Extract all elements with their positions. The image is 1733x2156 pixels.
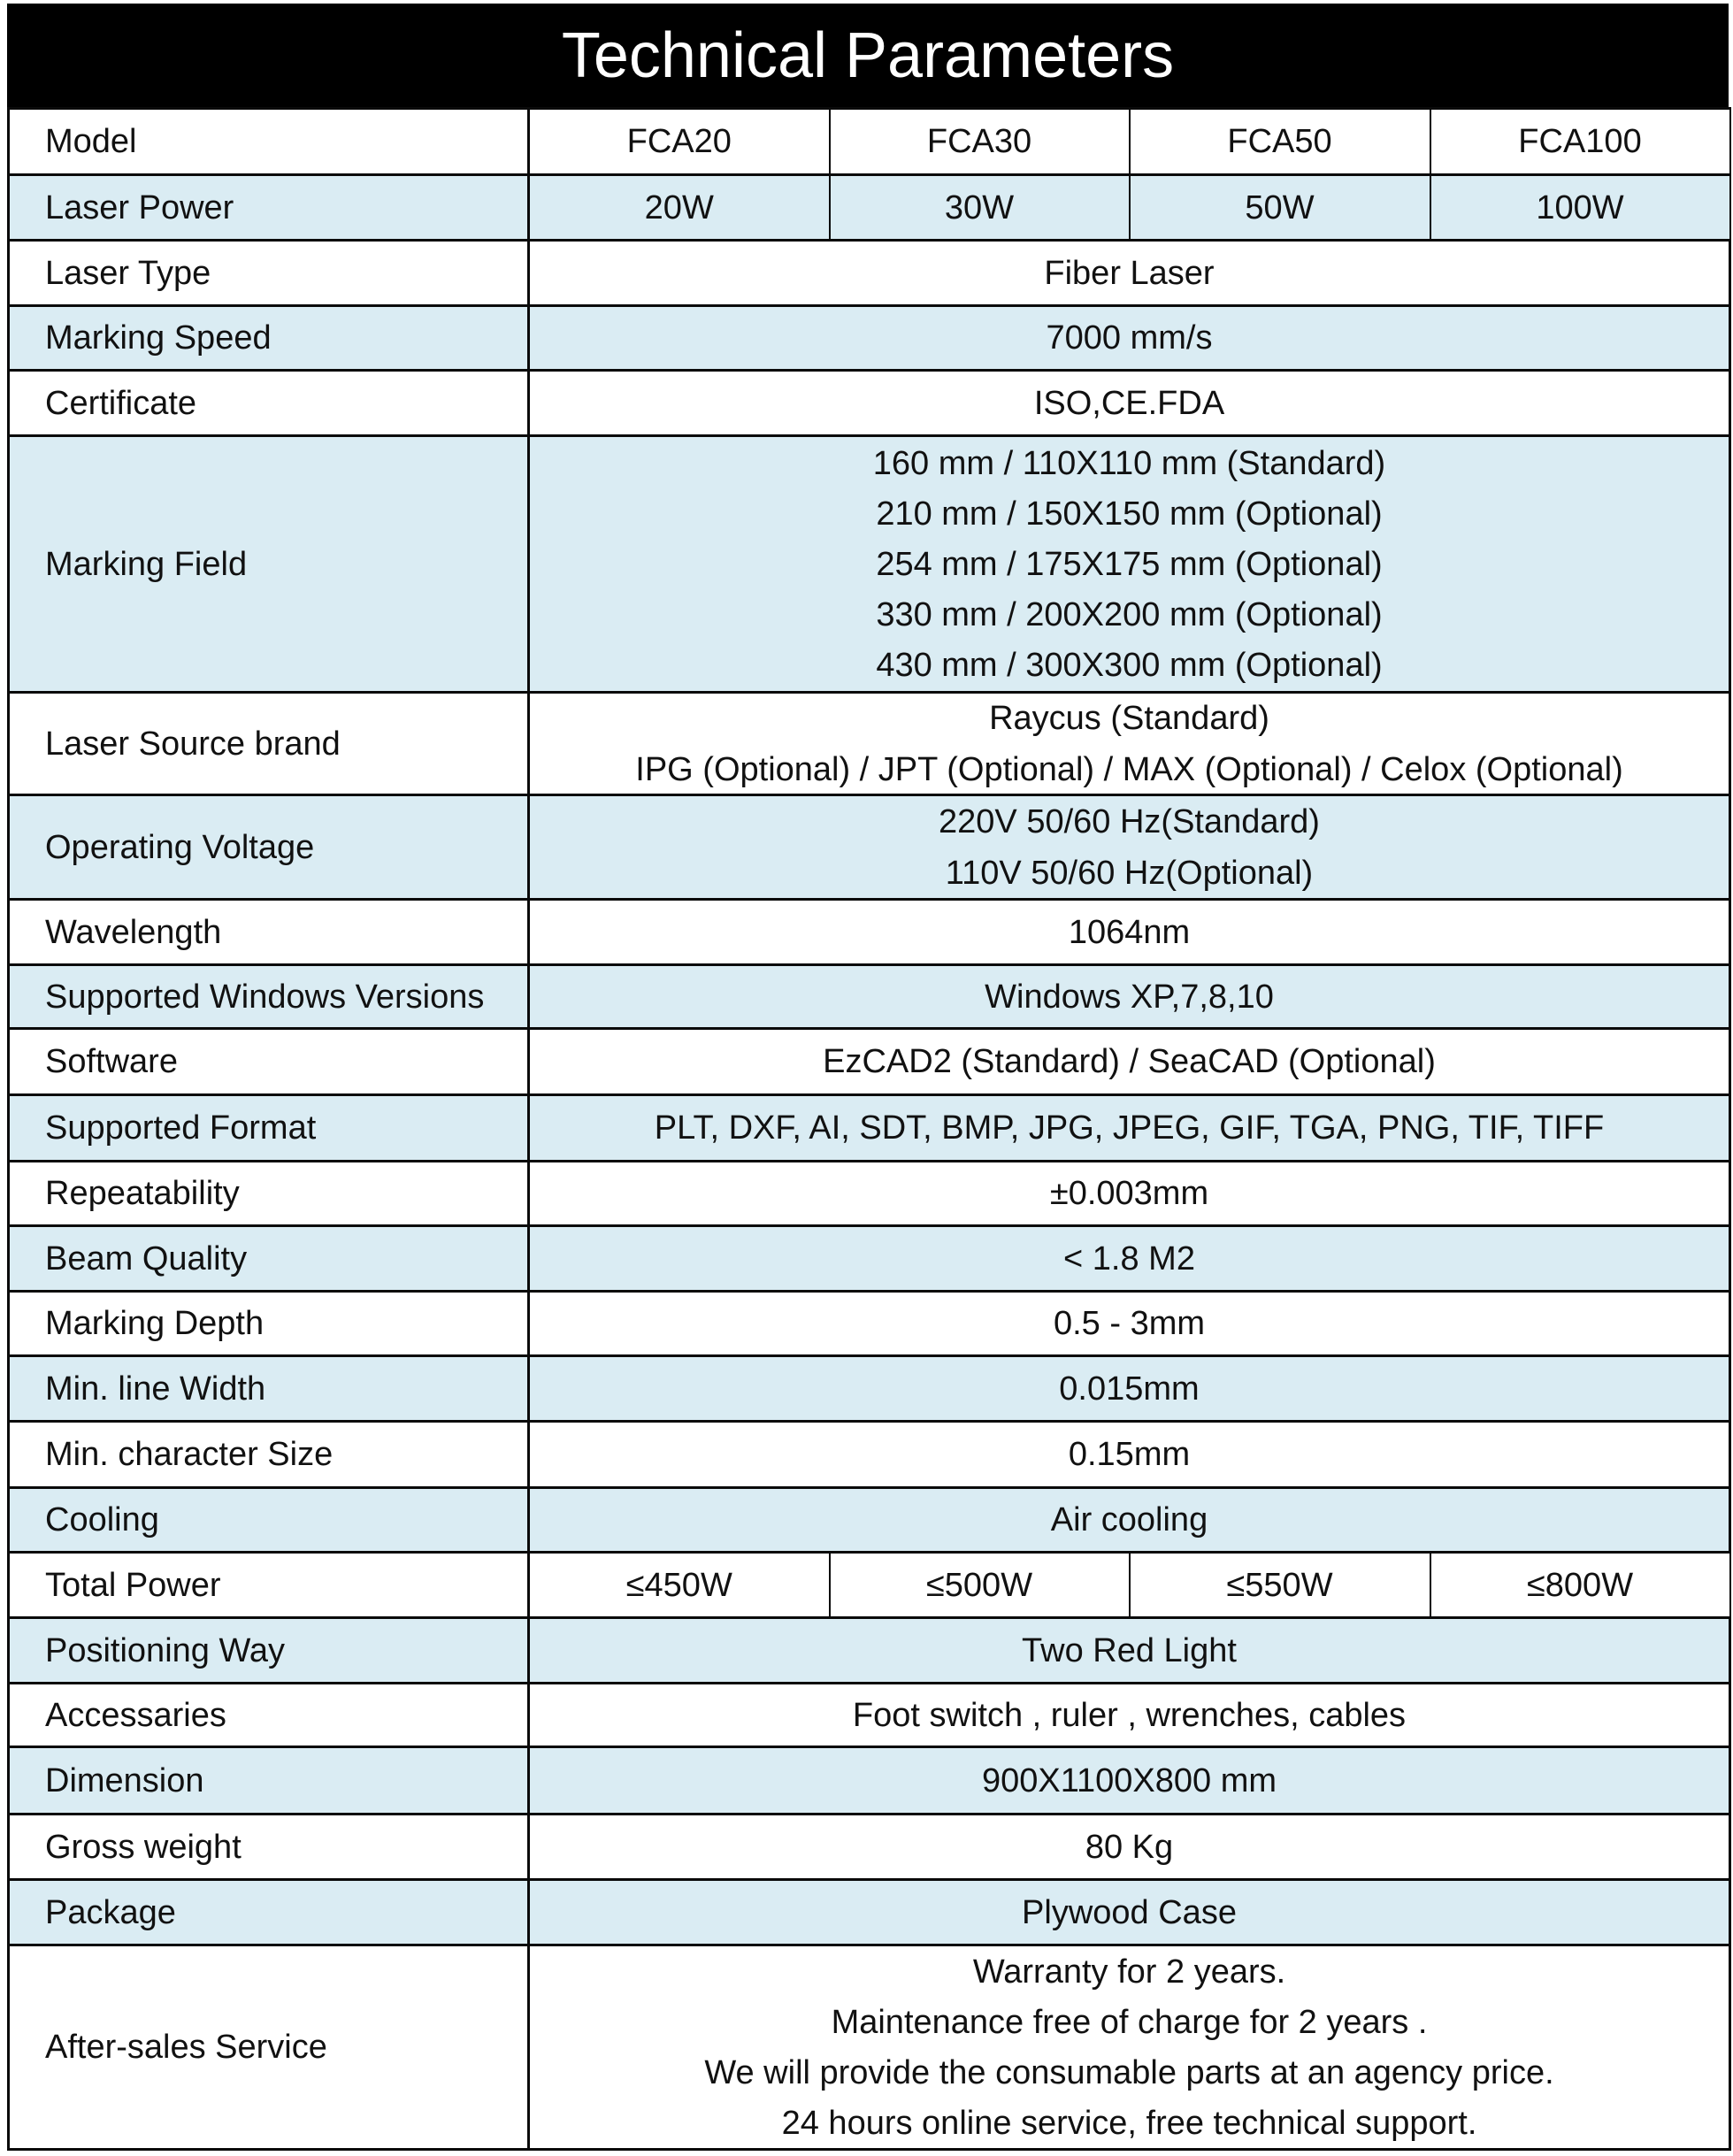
row-label: Total Power [9, 1553, 529, 1618]
spec-value-line: Plywood Case [1022, 1893, 1237, 1931]
spec-value-cell [529, 900, 1730, 965]
spec-value-line: 1064nm [1068, 913, 1191, 951]
model-value-cell: FCA50 [1130, 109, 1430, 175]
spec-value-line: Fiber Laser [1044, 254, 1215, 292]
spec-value-line: 0.015mm [1059, 1370, 1200, 1408]
model-value-cell: 100W [1430, 175, 1730, 241]
spec-value-line: < 1.8 M2 [1063, 1239, 1195, 1277]
row-label: Min. character Size [9, 1422, 529, 1488]
model-value-cell: FCA20 [529, 109, 830, 175]
table-row [9, 1095, 1730, 1162]
spec-value-line: Raycus (Standard) [989, 699, 1269, 737]
row-label: Beam Quality [9, 1226, 529, 1292]
table-row [9, 693, 1730, 795]
spec-value-line: Maintenance free of charge for 2 years . [831, 2003, 1428, 2041]
spec-value-cell [529, 693, 1730, 795]
table-row [9, 965, 1730, 1029]
table-row [9, 1553, 1730, 1618]
table-row [9, 795, 1730, 900]
spec-value-line: 24 hours online service, free technical support. [781, 2104, 1477, 2142]
table-row [9, 306, 1730, 371]
spec-value-cell [529, 795, 1730, 900]
row-label: Laser Source brand [9, 693, 529, 795]
table-row [9, 1618, 1730, 1684]
spec-value-cell [529, 1356, 1730, 1422]
spec-value-line: Warranty for 2 years. [972, 1953, 1286, 1991]
spec-value-line: 0.5 - 3mm [1053, 1305, 1206, 1342]
spec-value-line: ISO,CE.FDA [1033, 384, 1225, 422]
spec-value-line: IPG (Optional) / JPT (Optional) / MAX (Optional) / Celox (Optional) [635, 750, 1623, 788]
row-label: Operating Voltage [9, 795, 529, 900]
model-value-cell: 50W [1130, 175, 1430, 241]
table-row [9, 371, 1730, 436]
table-row [9, 1356, 1730, 1422]
model-value-cell: ≤800W [1430, 1553, 1730, 1618]
model-value-cell: FCA100 [1430, 109, 1730, 175]
row-label: Software [9, 1029, 529, 1095]
spec-value-line: 110V 50/60 Hz(Optional) [945, 854, 1314, 892]
model-value-cell: 20W [529, 175, 830, 241]
table-row [9, 241, 1730, 306]
spec-value-cell [529, 965, 1730, 1029]
page-title: Technical Parameters [7, 4, 1729, 107]
spec-value-line: ±0.003mm [1049, 1175, 1209, 1212]
spec-value-cell [529, 1488, 1730, 1553]
model-value-cell: ≤550W [1130, 1553, 1430, 1618]
spec-value-cell [529, 1684, 1730, 1747]
row-label: Dimension [9, 1747, 529, 1815]
spec-value-line: 254 mm / 175X175 mm (Optional) [876, 545, 1383, 583]
spec-value-cell [529, 1095, 1730, 1162]
table-row [9, 1422, 1730, 1488]
spec-value-cell [529, 1162, 1730, 1226]
table-row [9, 1488, 1730, 1553]
table-row [9, 1162, 1730, 1226]
model-value-cell: 30W [830, 175, 1130, 241]
row-label: Certificate [9, 371, 529, 436]
table-row [9, 1880, 1730, 1945]
row-label: Gross weight [9, 1815, 529, 1880]
spec-value-line: 210 mm / 150X150 mm (Optional) [876, 495, 1383, 533]
spec-value-line: Two Red Light [1022, 1631, 1237, 1669]
spec-value-line: 430 mm / 300X300 mm (Optional) [876, 646, 1383, 684]
spec-value-cell [529, 1815, 1730, 1880]
spec-value-line: 80 Kg [1085, 1828, 1174, 1866]
table-row [9, 109, 1730, 175]
spec-value-cell [529, 1292, 1730, 1356]
spec-value-cell [529, 241, 1730, 306]
table-row [9, 1945, 1730, 2150]
table-row [9, 175, 1730, 241]
table-row [9, 1292, 1730, 1356]
spec-value-line: Air cooling [1050, 1501, 1208, 1538]
model-value-cell: FCA30 [830, 109, 1130, 175]
model-value-cell: ≤500W [830, 1553, 1130, 1618]
table-row [9, 436, 1730, 693]
row-label: Wavelength [9, 900, 529, 965]
row-label: After-sales Service [9, 1945, 529, 2150]
spec-value-cell [529, 436, 1730, 693]
row-label: Accessaries [9, 1684, 529, 1747]
spec-value-cell [529, 1747, 1730, 1815]
row-label: Laser Type [9, 241, 529, 306]
table-row [9, 1029, 1730, 1095]
spec-value-line: 220V 50/60 Hz(Standard) [939, 802, 1320, 840]
row-label: Min. line Width [9, 1356, 529, 1422]
spec-value-cell [529, 1422, 1730, 1488]
row-label: Laser Power [9, 175, 529, 241]
row-label: Package [9, 1880, 529, 1945]
spec-value-line: EzCAD2 (Standard) / SeaCAD (Optional) [823, 1043, 1436, 1080]
spec-value-line: PLT, DXF, AI, SDT, BMP, JPG, JPEG, GIF, TGA, PNG, TIF, TIFF [654, 1109, 1605, 1147]
spec-value-cell [529, 1029, 1730, 1095]
spec-value-line: 7000 mm/s [1046, 319, 1213, 357]
row-label: Repeatability [9, 1162, 529, 1226]
row-label: Marking Speed [9, 306, 529, 371]
spec-value-line: 0.15mm [1068, 1436, 1191, 1473]
row-label: Supported Windows Versions [9, 965, 529, 1029]
table-row [9, 900, 1730, 965]
spec-value-cell [529, 371, 1730, 436]
row-label: Marking Field [9, 436, 529, 693]
row-label: Cooling [9, 1488, 529, 1553]
row-label: Supported Format [9, 1095, 529, 1162]
spec-value-line: Windows XP,7,8,10 [985, 978, 1274, 1016]
spec-value-cell [529, 306, 1730, 371]
spec-value-cell [529, 1880, 1730, 1945]
model-value-cell: ≤450W [529, 1553, 830, 1618]
spec-value-line: Foot switch , ruler , wrenches, cables [852, 1696, 1407, 1734]
spec-table [7, 107, 1731, 2151]
spec-value-line: 160 mm / 110X110 mm (Standard) [872, 444, 1386, 482]
table-row [9, 1747, 1730, 1815]
row-label: Positioning Way [9, 1618, 529, 1684]
spec-value-line: 330 mm / 200X200 mm (Optional) [876, 595, 1383, 633]
spec-value-cell [529, 1618, 1730, 1684]
row-label: Marking Depth [9, 1292, 529, 1356]
spec-value-line: 900X1100X800 mm [981, 1761, 1277, 1799]
table-row [9, 1226, 1730, 1292]
spec-sheet [7, 4, 1729, 2151]
spec-value-cell [529, 1226, 1730, 1292]
table-row [9, 1815, 1730, 1880]
table-row [9, 1684, 1730, 1747]
row-label: Model [9, 109, 529, 175]
spec-value-cell [529, 1945, 1730, 2150]
spec-value-line: We will provide the consumable parts at an agency price. [704, 2053, 1554, 2091]
